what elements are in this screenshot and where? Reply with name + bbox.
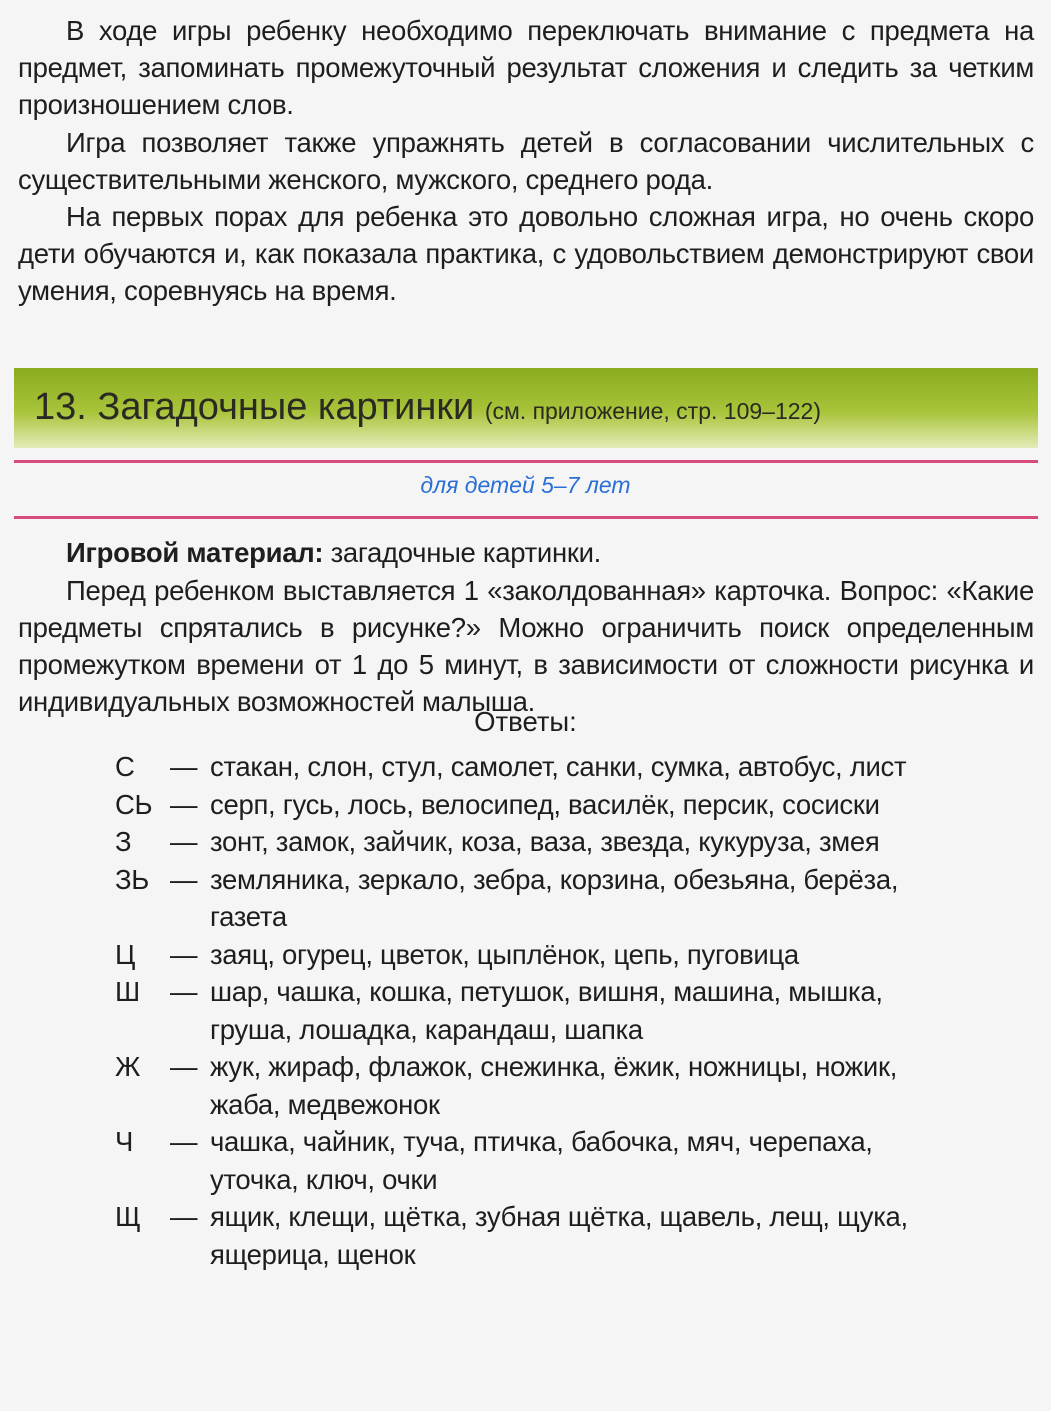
answer-dash: — <box>170 826 198 857</box>
answer-dash: — <box>170 1126 198 1157</box>
answer-words: серп, гусь, лось, велосипед, василёк, персик, сосиски <box>210 788 880 820</box>
material-value: загадочные картинки. <box>323 537 601 568</box>
answer-letter: СЬ <box>115 788 153 820</box>
answer-dash: — <box>170 938 198 970</box>
divider-bottom <box>14 516 1038 519</box>
paragraph-intro-3: На первых порах для ребенка это довольно сложная игра, но очень скоро дети обучаются и, как показала практика, с удовольствием демонстрируют свои умения, соревнуясь на время. <box>18 201 1034 306</box>
section-title <box>34 386 821 429</box>
section-header-band <box>14 368 1038 448</box>
age-label: для детей 5–7 лет <box>420 472 631 498</box>
answer-item <box>115 823 950 861</box>
answer-letter: Ш <box>115 976 140 1007</box>
answer-letter: С <box>115 751 135 782</box>
answer-item <box>115 786 950 824</box>
answers-list <box>115 748 950 1273</box>
answer-words: зонт, замок, зайчик, коза, ваза, звезда, кукуруза, змея <box>210 826 880 857</box>
answer-words: земляника, зеркало, зебра, корзина, обезьяна, берёза, газета <box>210 863 899 932</box>
answer-item <box>115 936 950 974</box>
answer-item <box>115 861 950 936</box>
answer-letter: З <box>115 826 132 857</box>
answer-letter: Ч <box>115 1126 134 1157</box>
answer-item <box>115 1123 950 1198</box>
answer-dash: — <box>170 751 198 782</box>
answer-item <box>115 1198 950 1273</box>
section-ref: (см. приложение, стр. 109–122) <box>484 398 821 424</box>
divider-top <box>14 460 1038 463</box>
material-label: Игровой материал: <box>66 537 324 568</box>
answer-words: жук, жираф, флажок, снежинка, ёжик, ножницы, ножик, жаба, медвежонок <box>210 1051 898 1120</box>
answers-title: Ответы: <box>474 706 577 737</box>
answer-letter: Ж <box>115 1051 141 1082</box>
answer-letter: Щ <box>115 1201 141 1232</box>
answer-item <box>115 973 950 1048</box>
answer-dash: — <box>170 976 198 1007</box>
answer-words: ящик, клещи, щётка, зубная щётка, щавель, лещ, щука, ящерица, щенок <box>210 1201 908 1270</box>
paragraph-intro-2: Игра позволяет также упражнять детей в согласовании числительных с существительными женского, мужского, среднего рода. <box>18 127 1034 195</box>
answer-words: заяц, огурец, цветок, цыплёнок, цепь, пуговица <box>210 938 799 970</box>
answer-words: стакан, слон, стул, самолет, санки, сумка, автобус, лист <box>210 751 907 782</box>
answer-item <box>115 748 950 786</box>
answer-letter: Ц <box>115 938 136 970</box>
paragraph-body: Перед ребенком выставляется 1 «заколдованная» карточка. Вопрос: «Какие предметы спрятались в рисунке?» Можно ограничить поиск определенным промежутком времени от 1 до 5 минут, в зависимости от сложности рисунка и индивидуальных возможностей малыша. <box>18 575 1034 717</box>
answer-item <box>115 1048 950 1123</box>
answer-words: чашка, чайник, туча, птичка, бабочка, мяч, черепаха, уточка, ключ, очки <box>210 1126 873 1195</box>
answer-dash: — <box>170 1201 198 1232</box>
answer-words: шар, чашка, кошка, петушок, вишня, машина, мышка, груша, лошадка, карандаш, шапка <box>210 976 883 1045</box>
answer-letter: ЗЬ <box>115 863 150 895</box>
answer-dash: — <box>170 1051 198 1082</box>
answer-dash: — <box>170 788 198 820</box>
paragraph-intro-1: В ходе игры ребенку необходимо переключать внимание с предмета на предмет, запоминать промежуточный результат сложения и следить за четким произношением слов. <box>18 15 1034 120</box>
material-line <box>66 534 1026 571</box>
answer-dash: — <box>170 863 198 895</box>
section-title-text: 13. Загадочные картинки <box>34 386 475 428</box>
